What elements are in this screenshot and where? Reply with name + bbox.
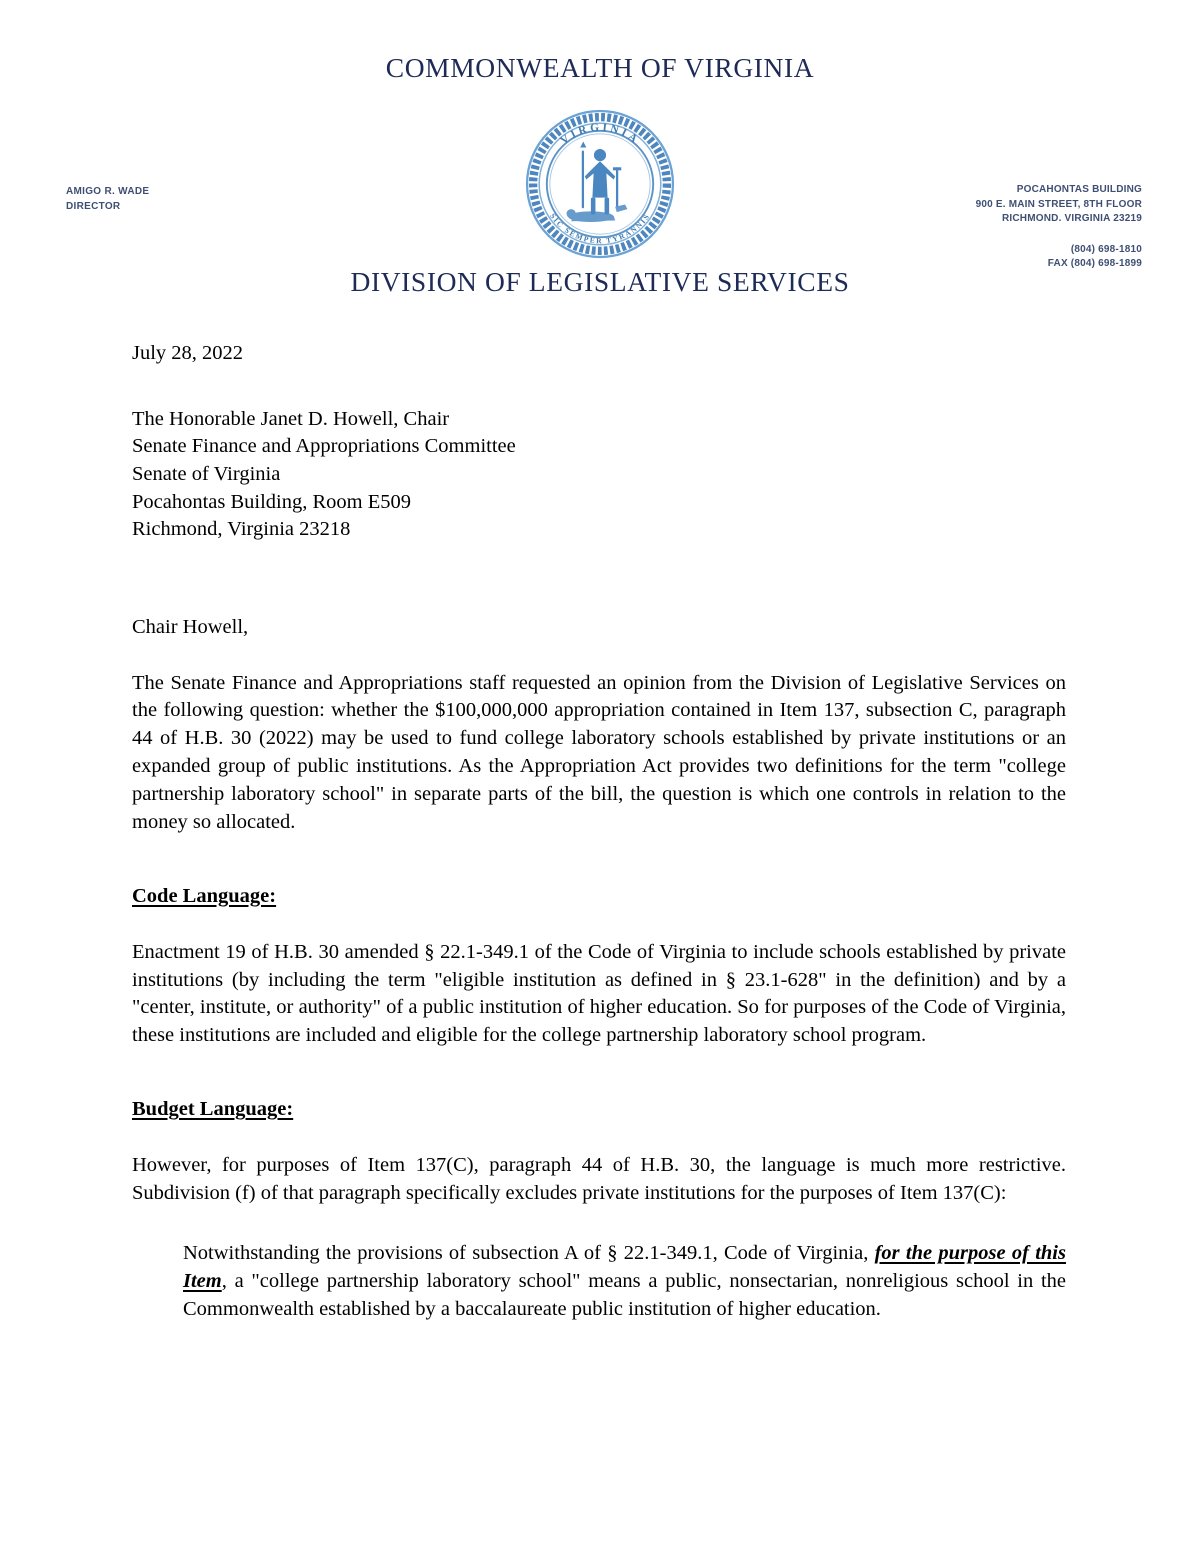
section-heading-label: Budget Language: xyxy=(132,1098,294,1121)
contact-building: POCAHONTAS BUILDING xyxy=(1016,184,1142,195)
director-block xyxy=(66,185,149,214)
letter-date: July 28, 2022 xyxy=(132,342,244,364)
director-title: DIRECTOR xyxy=(66,200,121,212)
section-heading-code-language xyxy=(132,883,1066,911)
contact-phone: (804) 698-1810 xyxy=(1070,243,1142,255)
svg-text:VIRGINIA: VIRGINIA xyxy=(558,121,642,148)
contact-fax: FAX (804) 698-1899 xyxy=(1047,258,1142,269)
quote-emphasis: for the purpose of this Item xyxy=(183,1241,1066,1292)
recipient-line: Senate Finance and Appropriations Committee xyxy=(132,435,516,458)
contact-block xyxy=(976,183,1142,272)
letter-body xyxy=(132,340,1066,1323)
letterhead xyxy=(0,0,1200,318)
director-name: AMIGO R. WADE xyxy=(66,186,150,197)
recipient-line: Richmond, Virginia 23218 xyxy=(132,518,351,541)
quote-part-one: Notwithstanding the provisions of subsection A of § 22.1-349.1, Code of Virginia, xyxy=(183,1241,875,1264)
svg-text:SIC SEMPER TYRANNIS: SIC SEMPER TYRANNIS xyxy=(548,211,652,246)
recipient-line: The Honorable Janet D. Howell, Chair xyxy=(132,407,450,430)
quote-part-two: , a "college partnership laboratory school" means a public, nonsectarian, nonreligious school in the Commonwealth established by a baccalaureate public institution of higher education. xyxy=(183,1269,1066,1320)
division-name: DIVISION OF LEGISLATIVE SERVICES xyxy=(350,266,850,297)
section-heading-label: Code Language: xyxy=(132,884,277,907)
contact-city-state-zip: RICHMOND. VIRGINIA 23219 xyxy=(1001,213,1142,224)
code-language-paragraph: Enactment 19 of H.B. 30 amended § 22.1-349.1 of the Code of Virginia to include schools established by private institutions (by including the term "eligible institution as defined in § 23.1-628" in the definition) and by a "center, institute, or authority" of a public institution of higher education. So for purposes of the Code of Virginia, these institutions are included and eligible for the college partnership laboratory school program. xyxy=(132,940,1066,1047)
virginia-state-seal-icon xyxy=(524,108,676,260)
section-heading-budget-language xyxy=(132,1096,1066,1124)
intro-paragraph: The Senate Finance and Appropriations staff requested an opinion from the Division of Legislative Services on the following question: whether the $100,000,000 appropriation contained in Item 137, subsection C, paragraph 44 of H.B. 30 (2022) may be used to fund college laboratory schools established by private institutions or an expanded group of public institutions. As the Appropriation Act provides two definitions for the term "college partnership laboratory school" in separate parts of the bill, the question is which one controls in relation to the money so allocated. xyxy=(132,671,1066,833)
salutation: Chair Howell, xyxy=(132,615,249,638)
page-title: COMMONWEALTH OF VIRGINIA xyxy=(385,52,815,83)
recipient-line: Pocahontas Building, Room E509 xyxy=(132,490,412,513)
statute-blockquote xyxy=(183,1240,1066,1324)
budget-language-paragraph: However, for purposes of Item 137(C), paragraph 44 of H.B. 30, the language is much more restrictive. Subdivision (f) of that paragraph specifically excludes private institutions for the purposes of Item 137(C): xyxy=(132,1154,1066,1204)
recipient-line: Senate of Virginia xyxy=(132,463,281,485)
contact-street: 900 E. MAIN STREET, 8TH FLOOR xyxy=(975,198,1142,210)
recipient-address xyxy=(132,406,1066,544)
